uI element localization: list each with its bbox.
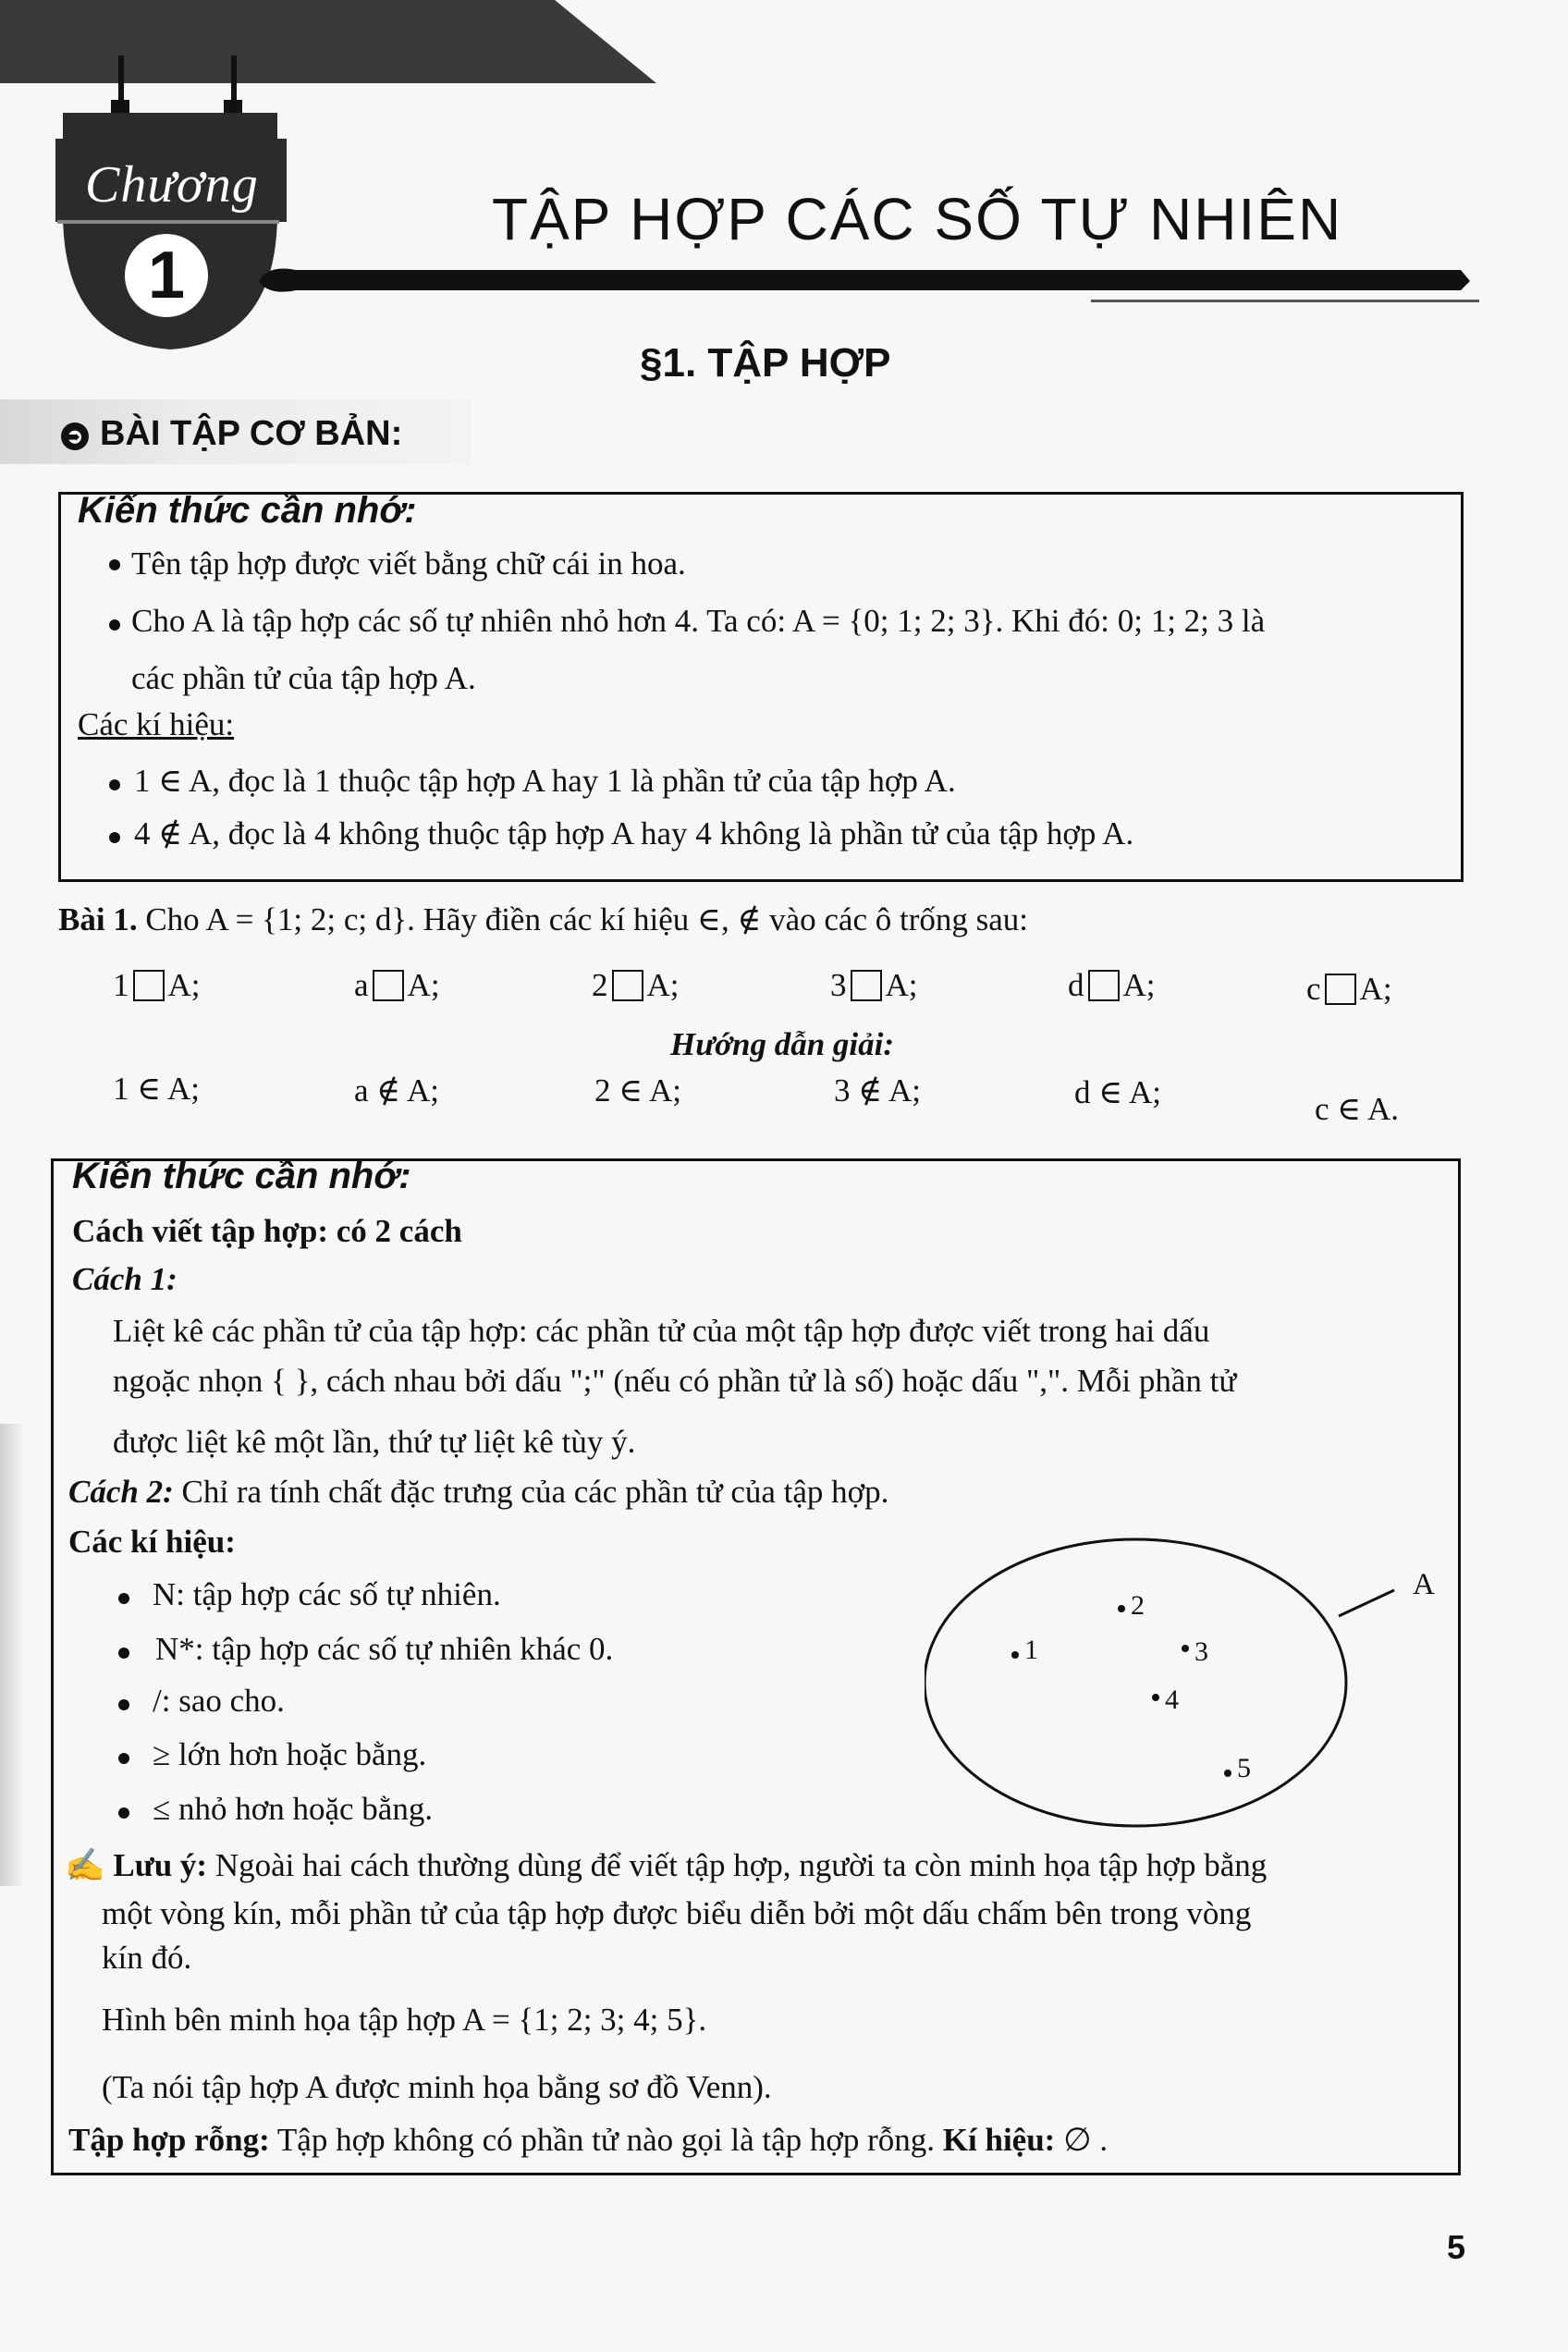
chapter-word: Chương bbox=[85, 156, 259, 214]
bullet-icon bbox=[118, 1807, 129, 1819]
venn-label-pointer bbox=[1339, 1590, 1394, 1616]
venn-point-5 bbox=[1224, 1770, 1231, 1777]
exercise-1-statement: Bài 1. Cho A = {1; 2; c; d}. Hãy điền các kí hiệu ∈, ∉ vào các ô trống sau: bbox=[58, 901, 1029, 937]
section-title: §1. TẬP HỢP bbox=[640, 340, 891, 386]
blank-item: 2 A; bbox=[592, 967, 680, 1003]
empty-set-line: Tập hợp rỗng: Tập hợp không có phần tử nào gọi là tập hợp rỗng. Kí hiệu: ∅ . bbox=[68, 2122, 1109, 2158]
arrow-circle-icon: ➲ bbox=[61, 423, 89, 450]
pencil-icon: ✍ bbox=[65, 1847, 105, 1883]
answer-item: d ∈ A; bbox=[1074, 1074, 1161, 1110]
way-1-line-2: ngoặc nhọn { }, cách nhau bởi dấu ";" (nếu có phần tử là số) hoặc dấu ",". Mỗi phần tử bbox=[113, 1363, 1237, 1399]
way-1-line-3: được liệt kê một lần, thứ tự liệt kê tùy ý. bbox=[113, 1424, 636, 1460]
answer-box[interactable] bbox=[1088, 970, 1120, 1001]
venn-element-2: 2 bbox=[1131, 1590, 1145, 1621]
answer-item: c ∈ A. bbox=[1315, 1091, 1400, 1127]
ways-title: Cách viết tập hợp: có 2 cách bbox=[72, 1213, 462, 1249]
box1-symbols-label: Các kí hiệu: bbox=[78, 706, 235, 742]
venn-diagram bbox=[925, 1535, 1479, 1831]
answer-item: a ∉ A; bbox=[354, 1072, 440, 1109]
way-1-line-1: Liệt kê các phần tử của tập hợp: các phần tử của một tập hợp được viết trong hai dấu bbox=[113, 1313, 1210, 1349]
bullet-icon bbox=[118, 1593, 129, 1604]
venn-element-1: 1 bbox=[1024, 1635, 1038, 1665]
answer-box[interactable] bbox=[1325, 974, 1356, 1005]
note-line-3: kín đó. bbox=[102, 1940, 192, 1976]
answer-box[interactable] bbox=[851, 970, 882, 1001]
symbol-leq: ≤ nhỏ hơn hoặc bằng. bbox=[153, 1791, 434, 1827]
box1-bullet-2-cont: các phần tử của tập hợp A. bbox=[131, 660, 476, 696]
chapter-number: 1 bbox=[125, 234, 208, 317]
symbol-natural-nonzero: N*: tập hợp các số tự nhiên khác 0. bbox=[155, 1631, 614, 1667]
venn-note: (Ta nói tập hợp A được minh họa bằng sơ đồ Venn). bbox=[102, 2069, 772, 2105]
page-number: 5 bbox=[1447, 2228, 1466, 2266]
scan-shadow bbox=[0, 1424, 24, 1886]
answer-item: 1 ∈ A; bbox=[113, 1071, 200, 1107]
venn-point-2 bbox=[1118, 1605, 1125, 1612]
answer-item: 3 ∉ A; bbox=[834, 1072, 921, 1109]
venn-ellipse bbox=[925, 1539, 1346, 1826]
bullet-icon bbox=[109, 559, 120, 570]
guide-heading: Hướng dẫn giải: bbox=[670, 1026, 895, 1062]
blank-item: c A; bbox=[1306, 971, 1392, 1007]
box1-symbol-2: 4 ∉ A, đọc là 4 không thuộc tập hợp A hay 4 không là phần tử của tập hợp A. bbox=[134, 815, 1134, 851]
way-1-label: Cách 1: bbox=[72, 1261, 178, 1297]
venn-point-4 bbox=[1152, 1694, 1159, 1701]
bullet-icon bbox=[118, 1699, 129, 1710]
venn-point-1 bbox=[1011, 1651, 1019, 1659]
answer-box[interactable] bbox=[133, 970, 165, 1001]
answer-box[interactable] bbox=[612, 970, 643, 1001]
venn-element-3: 3 bbox=[1194, 1636, 1208, 1667]
title-rule bbox=[259, 263, 1479, 314]
knowledge-heading-2: Kiến thức cần nhớ: bbox=[72, 1156, 411, 1196]
box2-symbols-label: Các kí hiệu: bbox=[68, 1524, 236, 1560]
answer-item: 2 ∈ A; bbox=[594, 1072, 681, 1109]
symbol-geq: ≥ lớn hơn hoặc bằng. bbox=[153, 1736, 427, 1772]
blank-item: d A; bbox=[1068, 967, 1156, 1003]
way-2: Cách 2: Chỉ ra tính chất đặc trưng của các phần tử của tập hợp. bbox=[68, 1474, 889, 1510]
venn-element-5: 5 bbox=[1237, 1753, 1251, 1783]
chapter-title: TẬP HỢP CÁC SỐ TỰ NHIÊN bbox=[492, 186, 1343, 252]
blank-item: 1 A; bbox=[113, 967, 201, 1003]
bullet-icon bbox=[109, 832, 120, 843]
venn-set-label: A bbox=[1413, 1568, 1435, 1601]
note-line-2: một vòng kín, mỗi phần tử của tập hợp được biểu diễn bởi một dấu chấm bên trong vòng bbox=[102, 1895, 1252, 1931]
symbol-such-that: /: sao cho. bbox=[153, 1683, 285, 1719]
venn-element-4: 4 bbox=[1165, 1684, 1179, 1715]
blank-item: 3 A; bbox=[830, 967, 918, 1003]
symbol-natural: N: tập hợp các số tự nhiên. bbox=[153, 1576, 501, 1612]
box1-bullet-2: Cho A là tập hợp các số tự nhiên nhỏ hơn 4. Ta có: A = {0; 1; 2; 3}. Khi đó: 0; 1; 2; 3 là bbox=[131, 603, 1266, 639]
box1-bullet-1: Tên tập hợp được viết bằng chữ cái in hoa. bbox=[131, 545, 686, 582]
bullet-icon bbox=[109, 779, 120, 790]
bullet-icon bbox=[109, 619, 120, 631]
basic-exercises-title: ➲ BÀI TẬP CƠ BẢN: bbox=[61, 414, 402, 454]
bullet-icon bbox=[118, 1648, 129, 1659]
answer-box[interactable] bbox=[373, 970, 404, 1001]
venn-description: Hình bên minh họa tập hợp A = {1; 2; 3; 4; 5}. bbox=[102, 2002, 707, 2038]
knowledge-heading-1: Kiến thức cần nhớ: bbox=[78, 490, 417, 531]
blank-item: a A; bbox=[354, 967, 440, 1003]
note-line-1: ✍ Lưu ý: Ngoài hai cách thường dùng để viết tập hợp, người ta còn minh họa tập hợp bằng bbox=[65, 1847, 1268, 1883]
bullet-icon bbox=[118, 1753, 129, 1764]
venn-point-3 bbox=[1182, 1645, 1189, 1652]
box1-symbol-1: 1 ∈ A, đọc là 1 thuộc tập hợp A hay 1 là phần tử của tập hợp A. bbox=[134, 763, 956, 799]
